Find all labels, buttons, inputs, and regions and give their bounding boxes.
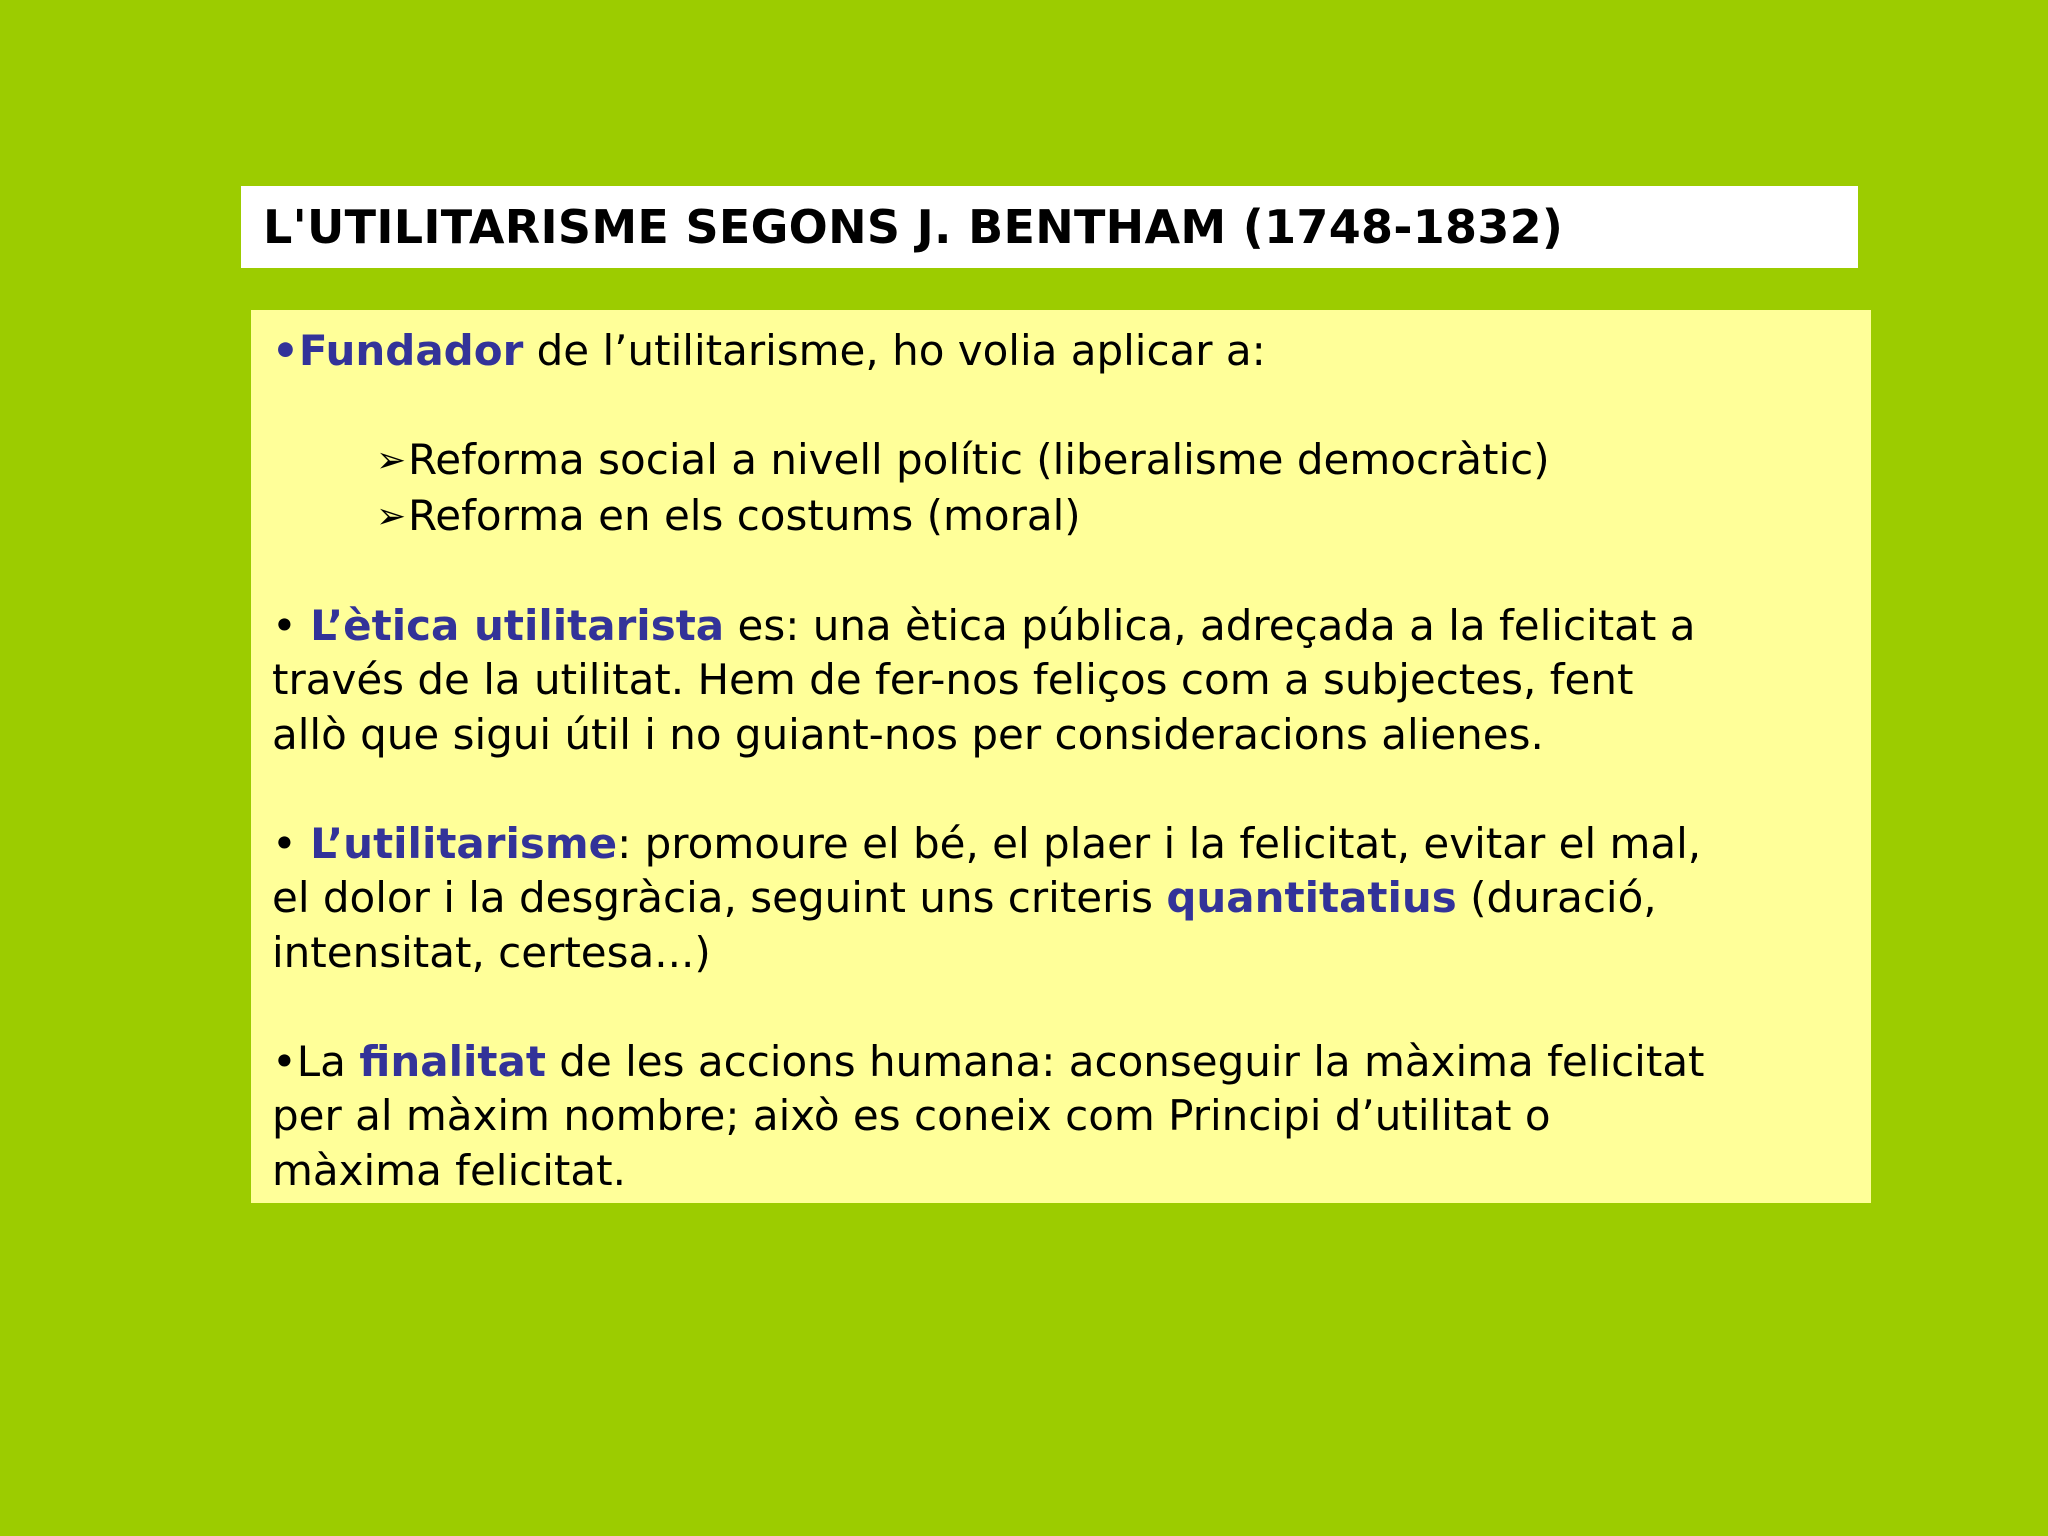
section-fundador-text: de l’utilitarisme, ho volia aplicar a: (523, 326, 1266, 375)
sub-item-text: Reforma en els costums (moral) (408, 490, 1081, 540)
highlight-finalitat: finalitat (359, 1036, 546, 1086)
highlight-fundador: Fundador (298, 326, 524, 375)
sub-item-reforma-social (272, 433, 1851, 489)
highlight-utilitarisme: L’utilitarisme (310, 818, 618, 868)
section-text-line: es: una ètica pública, adreçada a la felicitat a (724, 600, 1696, 650)
section-text-fragment: (duració, (1456, 873, 1657, 922)
bullet: • (272, 818, 311, 868)
spacer (272, 762, 1851, 817)
title-box (241, 186, 1858, 268)
section-finalitat (272, 1035, 1851, 1090)
section-text-fragment: el dolor i la desgràcia, seguint uns criteris (272, 873, 1167, 922)
spacer (272, 544, 1851, 599)
bullet: • (272, 600, 311, 650)
spacer (272, 379, 1851, 434)
section-utilitarisme (272, 817, 1851, 872)
section-text-line: màxima felicitat. (272, 1145, 626, 1195)
arrow-bullet-icon: ➢ (376, 495, 407, 537)
bullet: • (272, 326, 299, 375)
section-text-line: per al màxim nombre; això es coneix com Principi d’utilitat o (272, 1091, 1551, 1140)
bullet: •La (272, 1036, 360, 1086)
arrow-bullet-icon: ➢ (376, 440, 407, 481)
section-text-line: intensitat, certesa...) (272, 927, 711, 977)
section-text-line (272, 871, 1851, 926)
sub-item-text: Reforma social a nivell polític (liberalisme democràtic) (408, 435, 1550, 484)
section-etica-utilitarista (272, 599, 1851, 654)
section-fundador (272, 324, 1851, 379)
slide-title: L'UTILITARISME SEGONS J. BENTHAM (1748-1832) (263, 200, 1564, 254)
sub-item-reforma-costums (272, 489, 1851, 545)
spacer (272, 980, 1851, 1035)
section-text-line: través de la utilitat. Hem de fer-nos feliços com a subjectes, fent (272, 655, 1634, 704)
section-text-line: allò que sigui útil i no guiant-nos per consideracions alienes. (272, 709, 1544, 759)
highlight-etica-utilitarista: L’ètica utilitarista (310, 600, 725, 650)
section-text-line: : promoure el bé, el plaer i la felicitat, evitar el mal, (617, 818, 1702, 868)
content-box (251, 310, 1871, 1203)
section-text-line: de les accions humana: aconseguir la màxima felicitat (545, 1036, 1705, 1086)
highlight-quantitatius: quantitatius (1166, 873, 1457, 922)
